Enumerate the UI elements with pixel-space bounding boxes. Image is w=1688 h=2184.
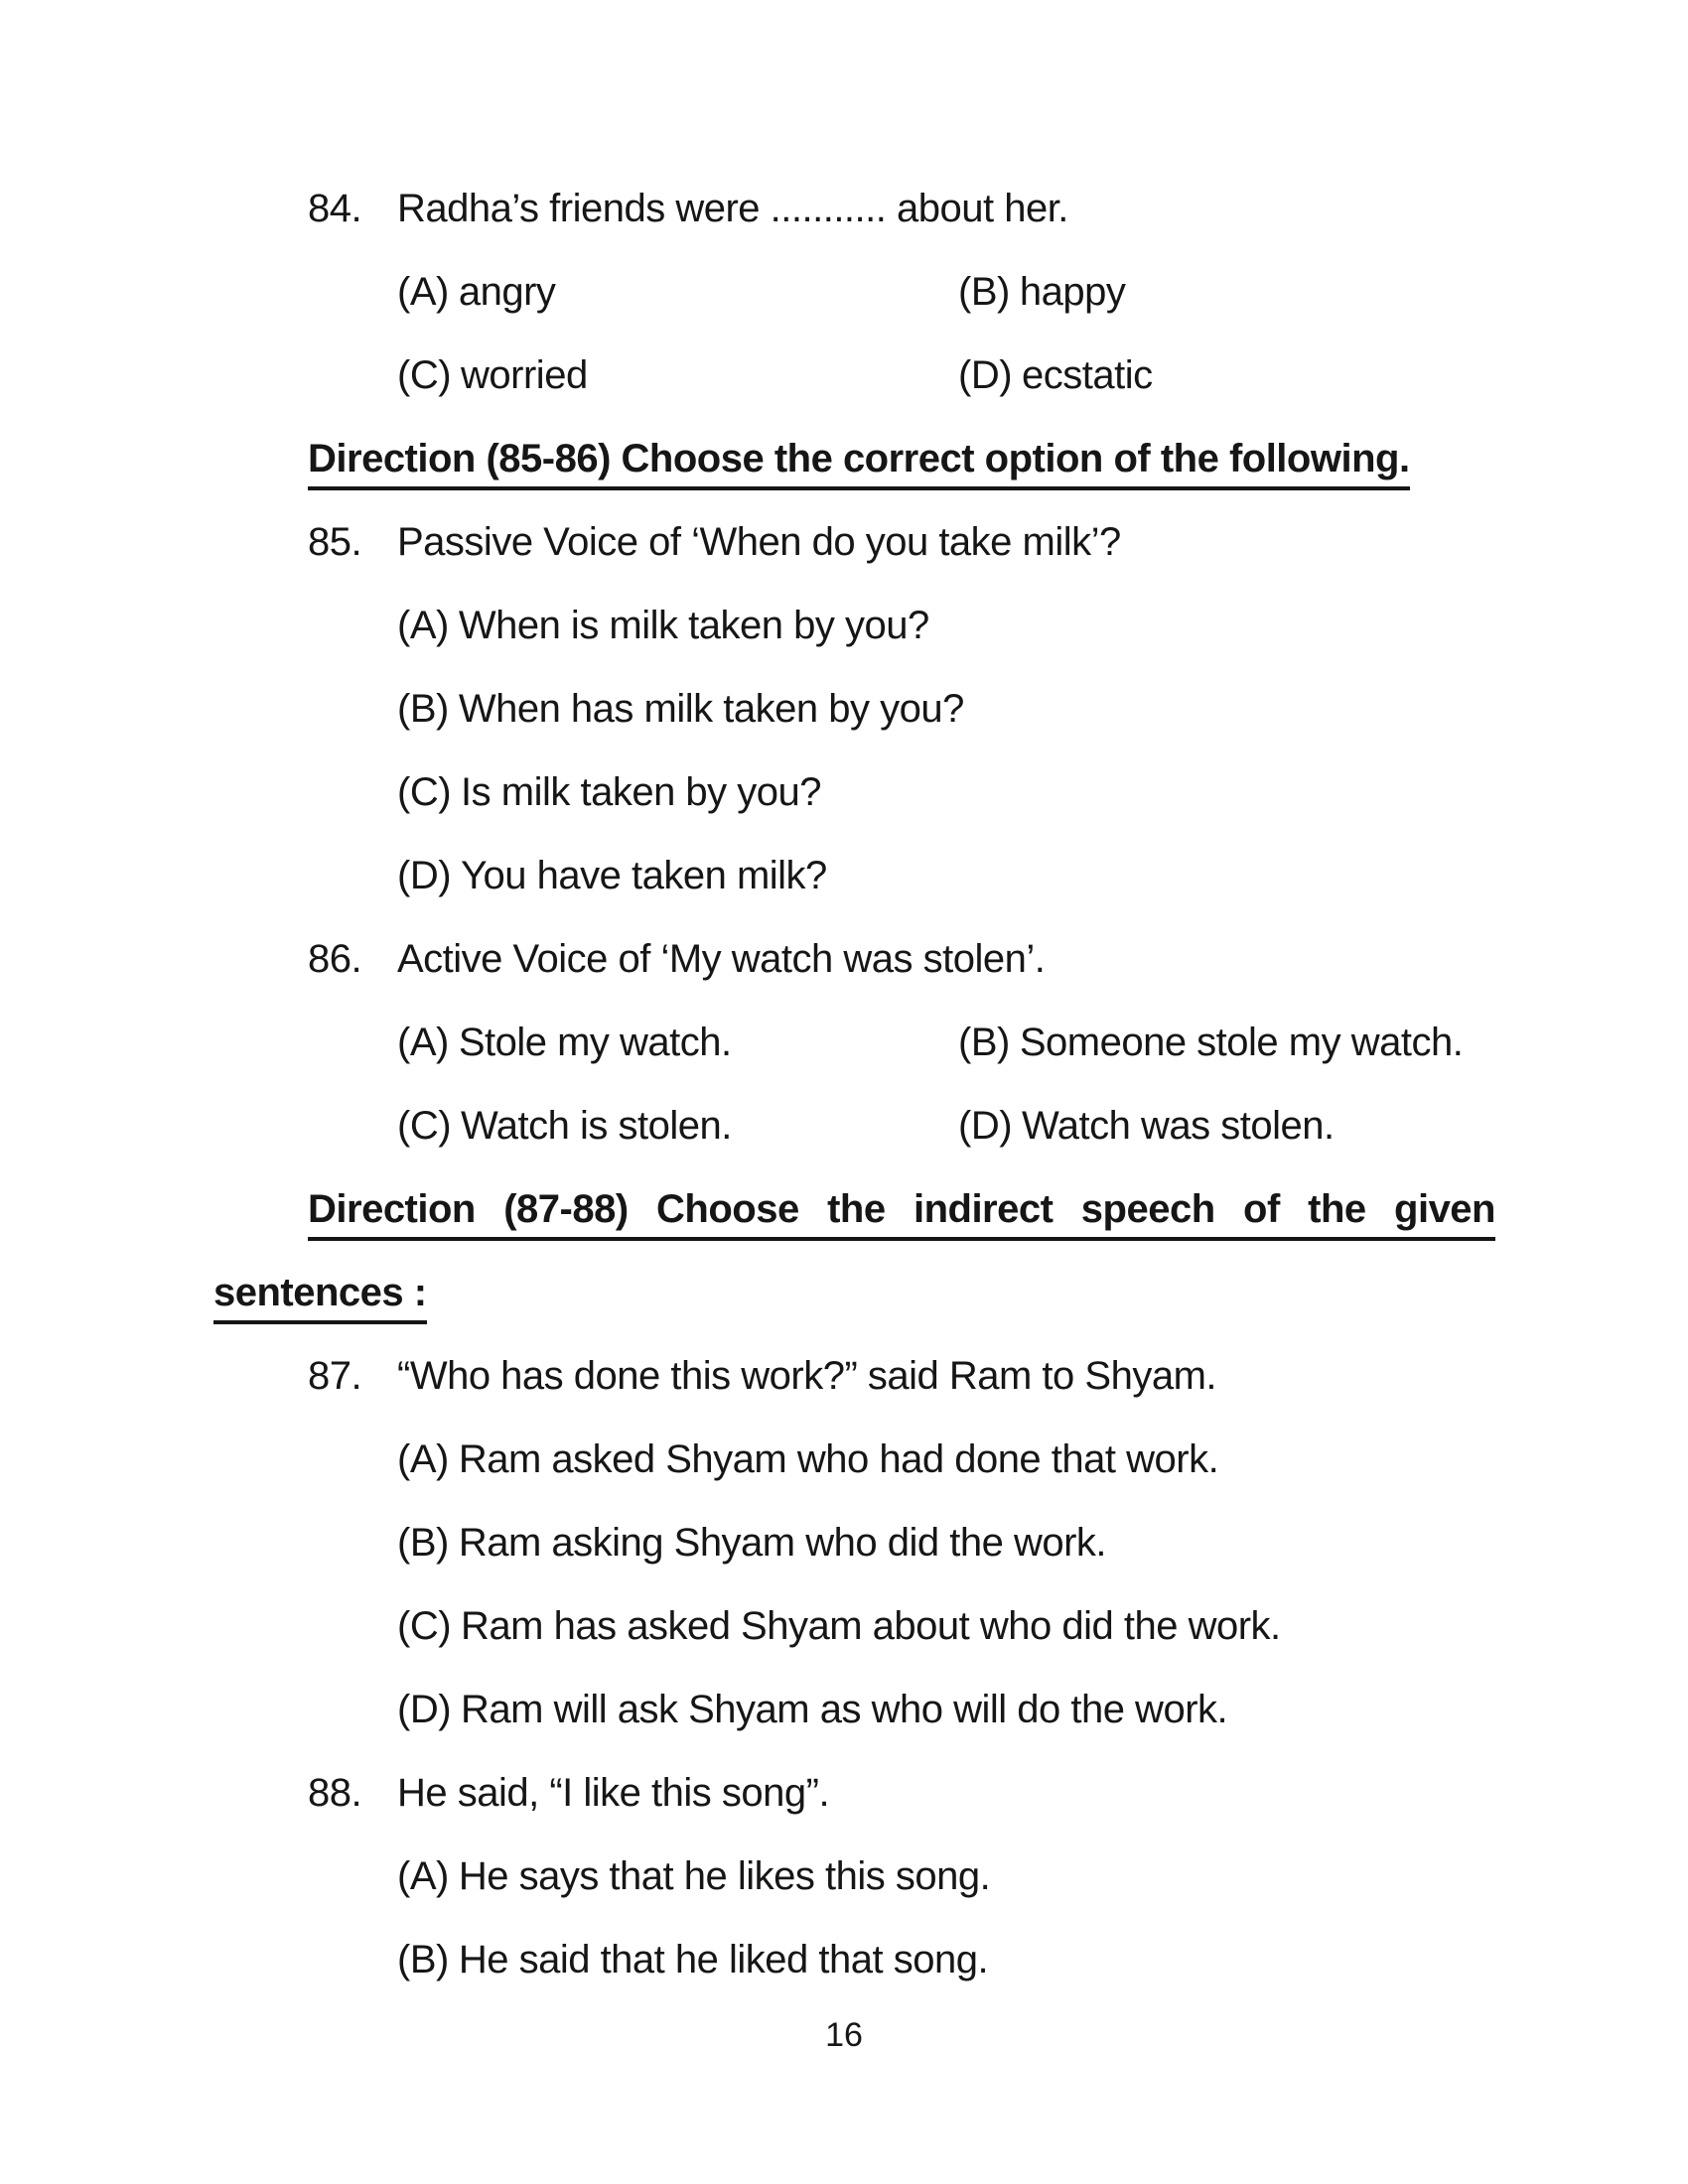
option-a	[397, 602, 929, 649]
option-label: (D)	[397, 1688, 452, 1731]
question-84-options-row-1	[213, 268, 1495, 316]
option-a	[397, 1019, 958, 1066]
option-c	[397, 768, 821, 816]
option-a	[397, 1852, 990, 1900]
option-b	[958, 268, 1125, 316]
direction-heading: Direction (87-88) Choose the indirect speech of the given	[308, 1185, 1495, 1241]
option-text: angry	[458, 270, 556, 314]
question-number: 88.	[308, 1771, 362, 1815]
option-text: Stole my watch.	[458, 1021, 732, 1064]
option-label: (B)	[397, 1521, 449, 1565]
question-text: Radha’s friends were ........... about her.	[397, 187, 1068, 230]
option-text: Ram asking Shyam who did the work.	[458, 1521, 1107, 1565]
option-text: worried	[461, 353, 588, 397]
option-text: Ram will ask Shyam as who will do the work.	[461, 1688, 1228, 1731]
question-text: He said, “I like this song”.	[397, 1771, 830, 1815]
question-88-option-a	[213, 1852, 1495, 1900]
question-84-options-row-2	[213, 351, 1495, 399]
option-text: happy	[1019, 270, 1126, 314]
option-label: (C)	[397, 353, 452, 397]
question-text: Passive Voice of ‘When do you take milk’?	[397, 520, 1121, 564]
option-label: (A)	[397, 1021, 449, 1064]
option-text: Watch was stolen.	[1022, 1104, 1335, 1148]
page-content	[213, 185, 1495, 2019]
question-85-option-a	[213, 602, 1495, 649]
question-number: 87.	[308, 1354, 362, 1398]
option-b	[958, 1019, 1463, 1066]
option-label: (A)	[397, 1854, 449, 1898]
question-87-option-c	[213, 1602, 1495, 1650]
question-text: “Who has done this work?” said Ram to Shyam.	[397, 1354, 1217, 1398]
option-text: Someone stole my watch.	[1019, 1021, 1464, 1064]
question-87	[213, 1352, 1495, 1400]
option-text: ecstatic	[1022, 353, 1153, 397]
question-86-options-row-1	[213, 1019, 1495, 1066]
question-86-options-row-2	[213, 1102, 1495, 1150]
option-label: (B)	[958, 270, 1010, 314]
question-88-option-b	[213, 1936, 1495, 1983]
option-c	[397, 1602, 1281, 1650]
option-text: When has milk taken by you?	[458, 687, 964, 731]
question-number: 86.	[308, 937, 362, 981]
direction-85-86	[213, 435, 1495, 482]
option-c	[397, 1102, 958, 1150]
page-number: 16	[825, 2016, 863, 2054]
option-a	[397, 1435, 1218, 1483]
option-text: Is milk taken by you?	[461, 770, 822, 814]
option-label: (D)	[397, 854, 452, 897]
option-a	[397, 268, 958, 316]
question-number: 85.	[308, 520, 362, 564]
direction-heading: Direction (85-86) Choose the correct option of the following.	[308, 435, 1410, 490]
option-text: When is milk taken by you?	[458, 604, 929, 647]
option-c	[397, 351, 958, 399]
option-b	[397, 685, 964, 733]
direction-heading-continued: sentences :	[213, 1269, 427, 1324]
option-d	[958, 1102, 1335, 1150]
question-87-option-a	[213, 1435, 1495, 1483]
option-label: (B)	[958, 1021, 1010, 1064]
direction-87-88-line-2	[213, 1269, 1495, 1316]
question-85	[213, 518, 1495, 566]
question-text: Active Voice of ‘My watch was stolen’.	[397, 937, 1046, 981]
option-label: (D)	[958, 353, 1013, 397]
option-d	[958, 351, 1153, 399]
option-label: (C)	[397, 1604, 452, 1648]
option-label: (B)	[397, 1938, 449, 1981]
option-label: (A)	[397, 604, 449, 647]
option-text: You have taken milk?	[461, 854, 827, 897]
option-d	[397, 852, 827, 899]
option-label: (A)	[397, 270, 449, 314]
option-label: (C)	[397, 1104, 452, 1148]
question-88	[213, 1769, 1495, 1817]
question-84	[213, 185, 1495, 232]
option-text: Ram asked Shyam who had done that work.	[458, 1437, 1219, 1481]
option-label: (A)	[397, 1437, 449, 1481]
question-86	[213, 935, 1495, 983]
question-85-option-d	[213, 852, 1495, 899]
option-label: (D)	[958, 1104, 1013, 1148]
question-85-option-b	[213, 685, 1495, 733]
option-label: (B)	[397, 687, 449, 731]
question-85-option-c	[213, 768, 1495, 816]
question-number: 84.	[308, 187, 362, 230]
option-b	[397, 1519, 1106, 1567]
direction-87-88-line-1	[213, 1185, 1495, 1233]
question-87-option-b	[213, 1519, 1495, 1567]
option-text: He says that he likes this song.	[458, 1854, 991, 1898]
option-text: Watch is stolen.	[461, 1104, 732, 1148]
option-text: Ram has asked Shyam about who did the work.	[461, 1604, 1281, 1648]
option-label: (C)	[397, 770, 452, 814]
option-d	[397, 1686, 1227, 1733]
option-b	[397, 1936, 988, 1983]
question-87-option-d	[213, 1686, 1495, 1733]
option-text: He said that he liked that song.	[458, 1938, 989, 1981]
